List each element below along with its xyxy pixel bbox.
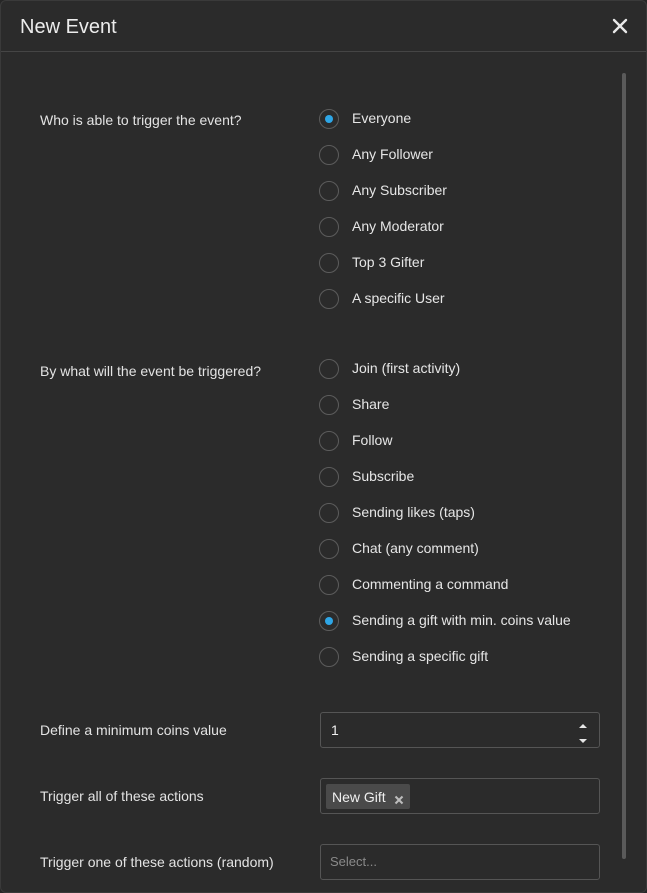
radio-label: Sending a specific gift [352, 648, 489, 664]
close-button[interactable] [607, 13, 633, 39]
radio-button[interactable] [319, 289, 339, 309]
radio-subscribe[interactable] [319, 467, 599, 503]
min-coins-label: Define a minimum coins value [40, 722, 227, 738]
caret-up-icon [577, 721, 589, 731]
radio-label: A specific User [352, 290, 445, 306]
radio-label: Any Subscriber [352, 182, 447, 198]
who-label: Who is able to trigger the event? [40, 112, 242, 128]
all-actions-select[interactable] [320, 778, 600, 814]
radio-button[interactable] [319, 431, 339, 451]
close-icon [607, 13, 633, 39]
radio-label: Share [352, 396, 390, 412]
radio-any-subscriber[interactable] [319, 181, 599, 217]
radio-button[interactable] [319, 359, 339, 379]
radio-label: Chat (any comment) [352, 540, 479, 556]
radio-everyone[interactable] [319, 109, 599, 145]
radio-specific-gift[interactable] [319, 647, 599, 683]
action-tag-label: New Gift [332, 788, 386, 805]
action-tag [326, 784, 410, 809]
radio-any-follower[interactable] [319, 145, 599, 181]
radio-any-moderator[interactable] [319, 217, 599, 253]
radio-button[interactable] [319, 217, 339, 237]
radio-share[interactable] [319, 395, 599, 431]
radio-label: Top 3 Gifter [352, 254, 425, 270]
radio-button[interactable] [319, 611, 339, 631]
min-coins-input[interactable] [331, 722, 551, 738]
radio-button[interactable] [319, 181, 339, 201]
radio-label: Everyone [352, 110, 412, 126]
radio-button[interactable] [319, 109, 339, 129]
radio-button[interactable] [319, 575, 339, 595]
dialog-header [1, 1, 646, 52]
radio-button[interactable] [319, 539, 339, 559]
radio-label: Follow [352, 432, 393, 448]
radio-label: Sending likes (taps) [352, 504, 475, 520]
radio-label: Sending a gift with min. coins value [352, 612, 571, 628]
radio-chat[interactable] [319, 539, 599, 575]
radio-specific-user[interactable] [319, 289, 599, 325]
radio-label: Any Follower [352, 146, 433, 162]
radio-label: Subscribe [352, 468, 415, 484]
random-actions-label: Trigger one of these actions (random) [40, 854, 274, 870]
radio-label: Commenting a command [352, 576, 509, 592]
remove-icon [394, 795, 404, 805]
radio-button[interactable] [319, 647, 339, 667]
radio-button[interactable] [319, 395, 339, 415]
radio-join[interactable] [319, 359, 599, 395]
radio-commenting-command[interactable] [319, 575, 599, 611]
who-radio-group [319, 109, 599, 325]
tag-remove-button[interactable] [394, 792, 404, 802]
radio-label: Any Moderator [352, 218, 444, 234]
radio-gift-min-coins[interactable] [319, 611, 599, 647]
radio-button[interactable] [319, 253, 339, 273]
caret-down-icon [577, 736, 589, 746]
min-coins-field [320, 712, 600, 748]
scrollbar[interactable] [622, 73, 626, 859]
random-actions-select[interactable] [320, 844, 600, 880]
radio-top-3-gifter[interactable] [319, 253, 599, 289]
spin-up-button[interactable] [577, 718, 589, 728]
radio-follow[interactable] [319, 431, 599, 467]
dialog-title: New Event [20, 16, 117, 38]
radio-sending-likes[interactable] [319, 503, 599, 539]
radio-button[interactable] [319, 145, 339, 165]
radio-label: Join (first activity) [352, 360, 461, 376]
radio-button[interactable] [319, 467, 339, 487]
radio-button[interactable] [319, 503, 339, 523]
trigger-radio-group [319, 359, 599, 683]
random-actions-input[interactable] [330, 854, 580, 869]
spin-down-button[interactable] [577, 733, 589, 743]
trigger-label: By what will the event be triggered? [40, 363, 262, 379]
all-actions-label: Trigger all of these actions [40, 788, 204, 804]
